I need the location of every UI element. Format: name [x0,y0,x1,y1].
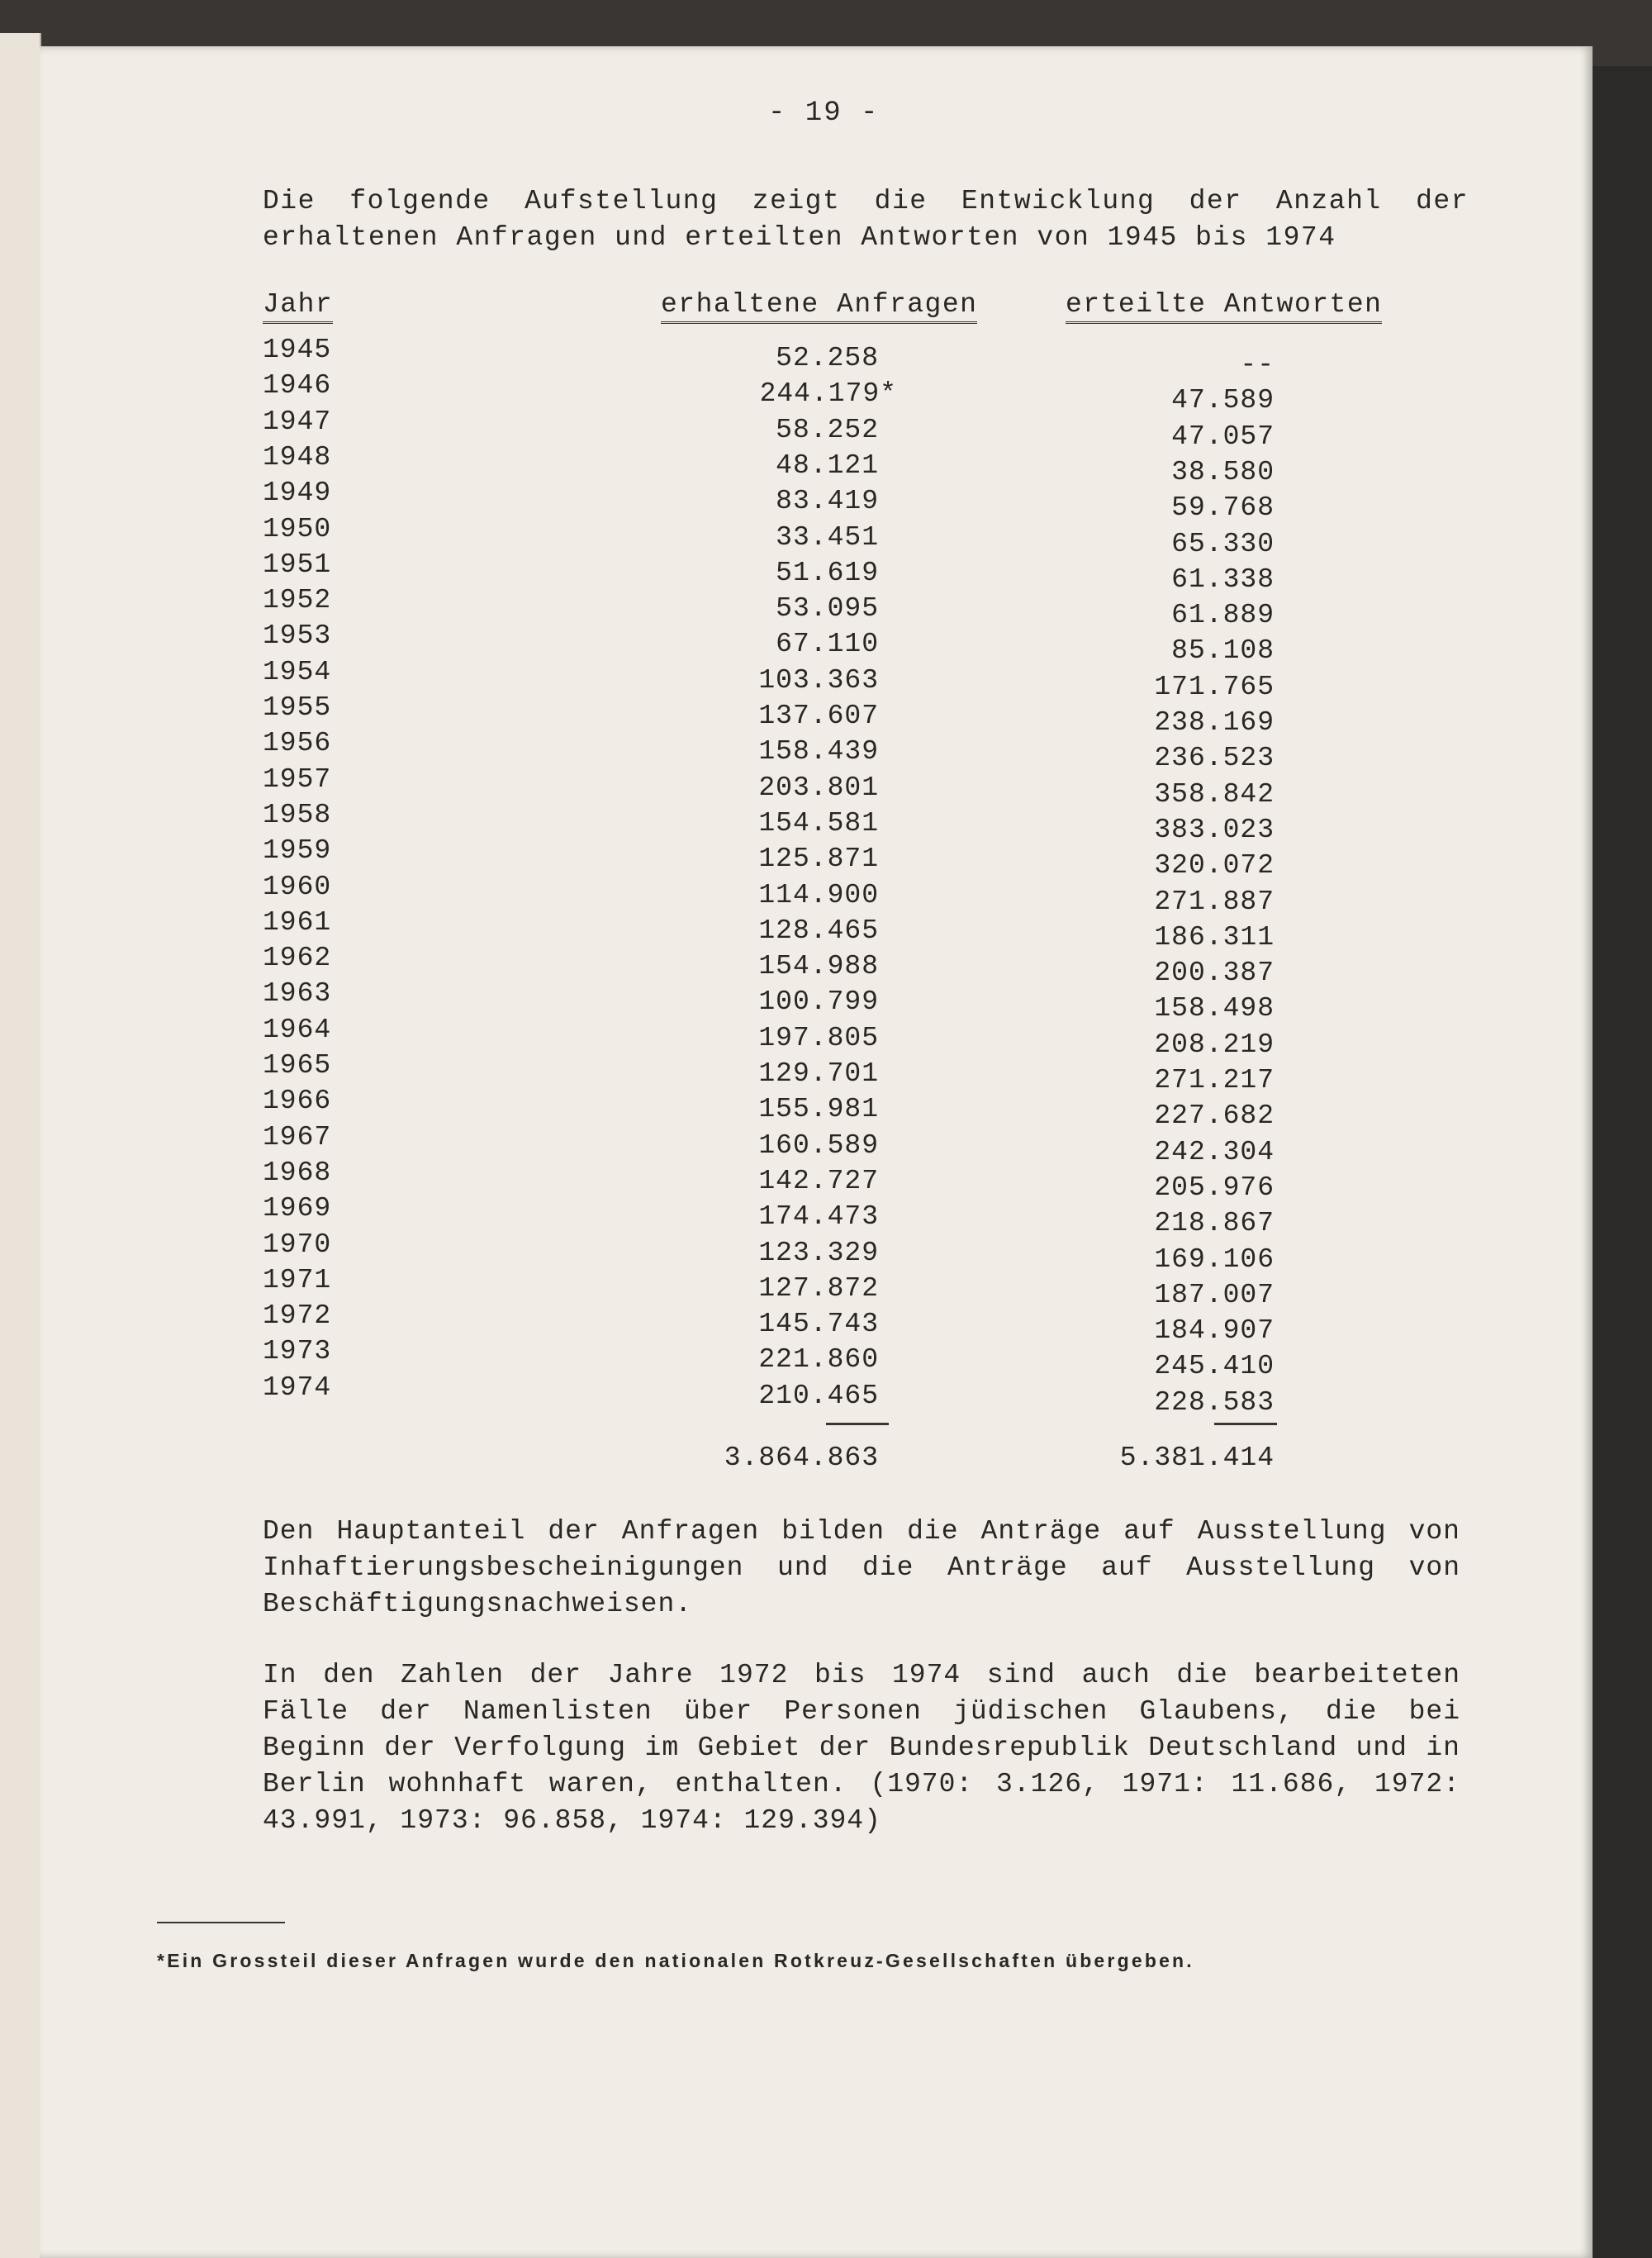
paragraph-name-lists: In den Zahlen der Jahre 1972 bis 1974 sind auch die bearbeiteten Fälle der Namenlisten über Personen jüdischen Glaubens, die bei Beginn der Verfolgung im Gebiet der Bundesrepublik Deutschland und in Berlin wohnhaft waren, enthalten. (1970: 3.126, 1971: 11.686, 1972: 43.991, 1973: 96.858, 1974: 129.394) [263,1660,1460,1836]
cell-answers: 200.387 [1154,958,1275,989]
cell-answers: 242.304 [1154,1136,1275,1167]
cell-answers: 38.580 [1171,456,1275,487]
cell-year: 1965 [263,1050,332,1081]
cell-answers: 171.765 [1154,671,1275,702]
cell-year: 1952 [263,585,332,616]
paragraph-main-share: Den Hauptanteil der Anfragen bilden die Anträge auf Ausstellung von Inhaftierungsbescheinigungen und die Anträge auf Ausstellung von Beschäftigungsnachweisen. [263,1516,1460,1619]
cell-year: 1971 [263,1264,332,1295]
cell-requests: 33.451 [776,521,879,553]
cell-requests: 52.258 [776,343,879,373]
cell-answers: 47.057 [1171,421,1275,452]
cell-requests: 125.871 [758,844,879,875]
cell-requests: 48.121 [776,449,879,481]
scan-background [1593,66,1652,2258]
cell-answers: 184.907 [1154,1315,1275,1347]
cell-year: 1960 [263,871,332,902]
cell-requests: 197.805 [758,1022,879,1053]
total-requests: 3.864.863 [724,1443,879,1473]
cell-requests: 127.872 [758,1272,879,1304]
cell-answers: 271.217 [1154,1065,1275,1096]
cell-answers: 358.842 [1154,778,1275,810]
intro-text: Die folgende Aufstellung zeigt die Entwicklung der Anzahl der erhaltenen Anfragen und erteilten Antworten von 1945 bis 1974 [263,186,1469,253]
cell-requests: 51.619 [776,557,879,588]
cell-requests: 67.110 [776,629,879,660]
cell-answers: 227.682 [1154,1100,1275,1132]
cell-answers: 320.072 [1154,850,1275,882]
cell-requests: 83.419 [776,486,879,517]
cell-requests: 142.727 [758,1165,879,1196]
cell-year: 1951 [263,549,332,580]
cell-answers: 205.976 [1154,1172,1275,1203]
cell-answers: 169.106 [1154,1243,1275,1275]
adjacent-page-edge [0,33,41,2258]
cell-requests: 53.095 [776,593,879,625]
cell-year: 1958 [263,799,332,830]
cell-year: 1964 [263,1014,332,1045]
cell-answers: 187.007 [1154,1279,1275,1310]
cell-year: 1969 [263,1193,332,1224]
sum-rule-requests [826,1423,889,1425]
cell-requests: 58.252 [776,414,879,445]
cell-year: 1946 [263,370,332,402]
total-answers: 5.381.414 [1119,1443,1275,1473]
cell-requests: 154.581 [758,807,879,839]
cell-answers: 85.108 [1171,635,1275,667]
cell-answers: 238.169 [1154,707,1275,738]
cell-requests: 155.981 [758,1094,879,1125]
footnote: *Ein Grossteil dieser Anfragen wurde den nationalen Rotkreuz-Gesellschaften übergeben. [157,1950,1194,1971]
cell-requests: 128.465 [758,915,879,946]
cell-answers: 383.023 [1154,814,1275,845]
cell-requests: 244.179* [759,378,897,410]
cell-requests: 174.473 [758,1201,879,1233]
cell-answers: 61.338 [1171,563,1275,595]
cell-year: 1972 [263,1300,332,1332]
cell-answers: 228.583 [1154,1386,1275,1418]
cell-answers: 236.523 [1154,743,1275,774]
cell-year: 1957 [263,763,332,795]
cell-year: 1968 [263,1157,332,1188]
cell-answers: 47.589 [1171,385,1275,416]
cell-answers: 271.887 [1154,886,1275,917]
cell-year: 1954 [263,656,332,687]
cell-year: 1953 [263,620,332,652]
cell-requests: 158.439 [758,736,879,768]
cell-requests: 100.799 [758,986,879,1018]
header-answers: erteilte Antworten [1066,289,1382,324]
cell-answers: -- [1240,349,1275,380]
cell-year: 1956 [263,728,332,759]
cell-requests: 203.801 [758,772,879,803]
cell-year: 1955 [263,692,332,723]
page-number: - 19 - [768,97,880,129]
cell-year: 1974 [263,1371,332,1403]
cell-answers: 158.498 [1154,993,1275,1024]
cell-year: 1945 [263,335,332,365]
cell-answers: 208.219 [1154,1029,1275,1060]
cell-year: 1961 [263,906,332,938]
cell-year: 1949 [263,478,332,509]
cell-requests: 160.589 [758,1129,879,1161]
cell-year: 1962 [263,943,332,974]
cell-answers: 218.867 [1154,1208,1275,1239]
cell-year: 1963 [263,978,332,1010]
cell-requests: 154.988 [758,951,879,982]
cell-answers: 61.889 [1171,600,1275,631]
cell-answers: 186.311 [1154,921,1275,953]
sum-rule-answers [1214,1423,1277,1425]
cell-requests: 123.329 [758,1237,879,1268]
cell-year: 1948 [263,441,332,473]
cell-requests: 137.607 [758,701,879,731]
cell-year: 1967 [263,1121,332,1153]
cell-answers: 245.410 [1154,1351,1275,1382]
cell-year: 1959 [263,835,332,867]
footnote-rule [157,1922,285,1923]
cell-requests: 129.701 [758,1058,879,1089]
cell-requests: 210.465 [758,1380,879,1411]
cell-answers: 65.330 [1171,528,1275,559]
cell-requests: 145.743 [758,1309,879,1340]
cell-requests: 114.900 [758,879,879,910]
cell-requests: 221.860 [758,1344,879,1376]
cell-answers: 59.768 [1171,492,1275,524]
cell-year: 1950 [263,513,332,544]
cell-requests: 103.363 [758,664,879,696]
cell-year: 1970 [263,1229,332,1260]
header-requests: erhaltene Anfragen [661,289,977,324]
cell-year: 1947 [263,406,332,437]
header-year: Jahr [263,289,333,324]
cell-year: 1966 [263,1086,332,1117]
cell-year: 1973 [263,1336,332,1367]
